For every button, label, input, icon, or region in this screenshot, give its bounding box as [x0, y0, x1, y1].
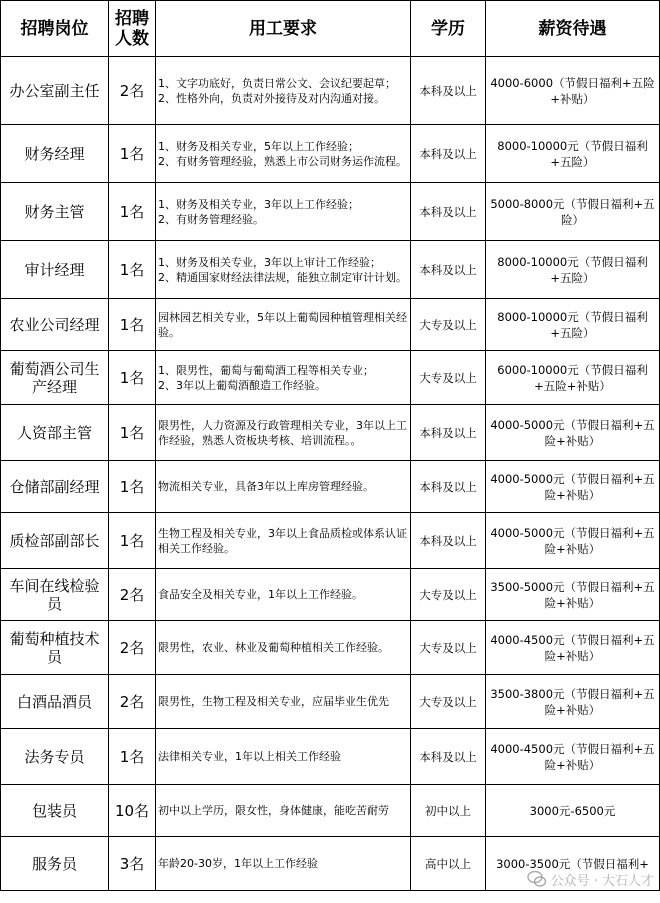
- requirement-line: 限男性，生物工程及相关专业，应届毕业生优先: [158, 695, 389, 708]
- requirements-cell: [156, 621, 411, 675]
- table-row: [1, 57, 660, 125]
- education-cell: 高中以上: [411, 837, 486, 891]
- position-cell: 农业公司经理: [1, 299, 109, 351]
- position-cell: 车间在线检验员: [1, 569, 109, 621]
- education-cell: 本科及以上: [411, 461, 486, 513]
- position-cell: 财务主管: [1, 183, 109, 241]
- header-requirements: 用工要求: [156, 1, 411, 57]
- count-cell: 1名: [109, 729, 156, 785]
- header-row: [1, 1, 660, 57]
- count-cell: 1名: [109, 461, 156, 513]
- requirement-line: 限男性，农业、林业及葡萄种植相关工作经验。: [158, 641, 389, 654]
- education-cell: 大专及以上: [411, 299, 486, 351]
- requirement-line: 1、限男性，葡萄与葡萄酒工程等相关专业；: [158, 363, 374, 377]
- salary-cell: 4000-5000元（节假日福利+五险+补贴）: [486, 405, 660, 461]
- salary-cell: 3500-3800元（节假日福利+五险+补贴）: [486, 675, 660, 729]
- salary-cell: 3000元-6500元: [486, 785, 660, 837]
- table-row: [1, 461, 660, 513]
- salary-cell: 3000-3500元（节假日福利+: [486, 837, 660, 891]
- requirements-cell: [156, 675, 411, 729]
- requirements-cell: [156, 569, 411, 621]
- count-cell: 3名: [109, 837, 156, 891]
- requirement-line: 1、财务及相关专业，5年以上工作经验；: [158, 139, 359, 153]
- table-row: [1, 675, 660, 729]
- education-cell: 大专及以上: [411, 569, 486, 621]
- header-count: 招聘 人数: [109, 1, 156, 57]
- count-cell: 10名: [109, 785, 156, 837]
- table-row: [1, 183, 660, 241]
- salary-cell: 4000-6000（节假日福利+五险+补贴）: [486, 57, 660, 125]
- header-position: 招聘岗位: [1, 1, 109, 57]
- requirement-line: 2、有财务管理经验。: [158, 212, 264, 226]
- education-cell: 本科及以上: [411, 57, 486, 125]
- watermark-text: 公众号 · 大石人才: [550, 873, 654, 889]
- requirement-line: 1、文字功底好，负责日常公文、会议纪要起草；: [158, 76, 396, 90]
- position-cell: 白酒品酒员: [1, 675, 109, 729]
- education-cell: 本科及以上: [411, 729, 486, 785]
- table-row: [1, 351, 660, 405]
- header-salary: 薪资待遇: [486, 1, 660, 57]
- position-cell: 服务员: [1, 837, 109, 891]
- count-cell: 2名: [109, 57, 156, 125]
- requirements-cell: [156, 513, 411, 569]
- requirements-cell: [156, 837, 411, 891]
- salary-cell: 8000-10000元（节假日福利+五险）: [486, 299, 660, 351]
- requirement-line: 2、精通国家财经法律法规，能独立制定审计计划。: [158, 270, 407, 284]
- position-cell: 审计经理: [1, 241, 109, 299]
- requirements-cell: [156, 351, 411, 405]
- requirement-line: 2、有财务管理经验，熟悉上市公司财务运作流程。: [158, 154, 407, 168]
- education-cell: 本科及以上: [411, 405, 486, 461]
- requirements-cell: [156, 729, 411, 785]
- table-row: [1, 569, 660, 621]
- requirement-line: 初中以上学历，限女性，身体健康，能吃苦耐劳: [158, 804, 389, 817]
- count-cell: 2名: [109, 569, 156, 621]
- table-row: [1, 241, 660, 299]
- count-cell: 1名: [109, 513, 156, 569]
- salary-cell: 4000-5000元（节假日福利+五险+补贴）: [486, 461, 660, 513]
- position-cell: 葡萄种植技术员: [1, 621, 109, 675]
- requirements-cell: [156, 241, 411, 299]
- education-cell: 大专及以上: [411, 675, 486, 729]
- requirements-cell: [156, 405, 411, 461]
- education-cell: 本科及以上: [411, 183, 486, 241]
- requirement-line: 1、财务及相关专业，3年以上工作经验；: [158, 197, 359, 211]
- position-cell: 质检部副部长: [1, 513, 109, 569]
- header-education: 学历: [411, 1, 486, 57]
- table-row: [1, 125, 660, 183]
- education-cell: 本科及以上: [411, 513, 486, 569]
- education-cell: 初中以上: [411, 785, 486, 837]
- requirements-cell: [156, 183, 411, 241]
- requirements-cell: [156, 299, 411, 351]
- requirement-line: 物流相关专业，具备3年以上库房管理经验。: [158, 480, 374, 493]
- education-cell: 大专及以上: [411, 351, 486, 405]
- count-cell: 1名: [109, 183, 156, 241]
- requirement-line: 年龄20-30岁，1年以上工作经验: [158, 857, 318, 870]
- salary-cell: 5000-8000元（节假日福利+五险）: [486, 183, 660, 241]
- count-cell: 1名: [109, 405, 156, 461]
- requirement-line: 食品安全及相关专业，1年以上工作经验。: [158, 588, 363, 601]
- salary-cell: 4000-4500元（节假日福利+五险+补贴）: [486, 621, 660, 675]
- education-cell: 大专及以上: [411, 621, 486, 675]
- position-cell: 葡萄酒公司生产经理: [1, 351, 109, 405]
- requirements-cell: [156, 461, 411, 513]
- requirement-line: 2、3年以上葡萄酒酿造工作经验。: [158, 378, 326, 392]
- salary-cell: 8000-10000元（节假日福利+五险）: [486, 241, 660, 299]
- table-row: [1, 837, 660, 891]
- position-cell: 办公室副主任: [1, 57, 109, 125]
- requirement-line: 限男性，人力资源及行政管理相关专业，3年以上工作经验，熟悉人资板块考核、培训流程。。: [158, 418, 407, 447]
- salary-cell: 6000-10000元（节假日福利+五险+补贴）: [486, 351, 660, 405]
- table-row: [1, 299, 660, 351]
- requirements-cell: [156, 785, 411, 837]
- position-cell: 法务专员: [1, 729, 109, 785]
- salary-cell: 4000-5000元（节假日福利+五险+补贴）: [486, 513, 660, 569]
- table-row: [1, 729, 660, 785]
- requirements-cell: [156, 57, 411, 125]
- position-cell: 财务经理: [1, 125, 109, 183]
- salary-cell: 4000-4500元（节假日福利+五险+补贴）: [486, 729, 660, 785]
- table-row: [1, 621, 660, 675]
- count-cell: 1名: [109, 125, 156, 183]
- salary-cell: 3500-5000元（节假日福利+五险+补贴）: [486, 569, 660, 621]
- table-row: [1, 513, 660, 569]
- education-cell: 本科及以上: [411, 241, 486, 299]
- requirement-line: 法律相关专业，1年以上相关工作经验: [158, 750, 341, 763]
- requirements-cell: [156, 125, 411, 183]
- salary-cell: 8000-10000元（节假日福利+五险）: [486, 125, 660, 183]
- position-cell: 仓储部副经理: [1, 461, 109, 513]
- count-cell: 1名: [109, 351, 156, 405]
- table-row: [1, 405, 660, 461]
- count-cell: 2名: [109, 675, 156, 729]
- count-cell: 1名: [109, 241, 156, 299]
- count-cell: 1名: [109, 299, 156, 351]
- table-row: [1, 785, 660, 837]
- education-cell: 本科及以上: [411, 125, 486, 183]
- requirement-line: 2、性格外向，负责对外接待及对内沟通对接。: [158, 91, 385, 105]
- position-cell: 包装员: [1, 785, 109, 837]
- requirement-line: 园林园艺相关专业，5年以上葡萄园种植管理相关经验。: [158, 310, 407, 339]
- requirement-line: 生物工程及相关专业，3年以上食品质检或体系认证相关工作经验。: [158, 526, 407, 555]
- position-cell: 人资部主管: [1, 405, 109, 461]
- count-cell: 2名: [109, 621, 156, 675]
- requirement-line: 1、财务及相关专业，3年以上审计工作经验；: [158, 255, 381, 269]
